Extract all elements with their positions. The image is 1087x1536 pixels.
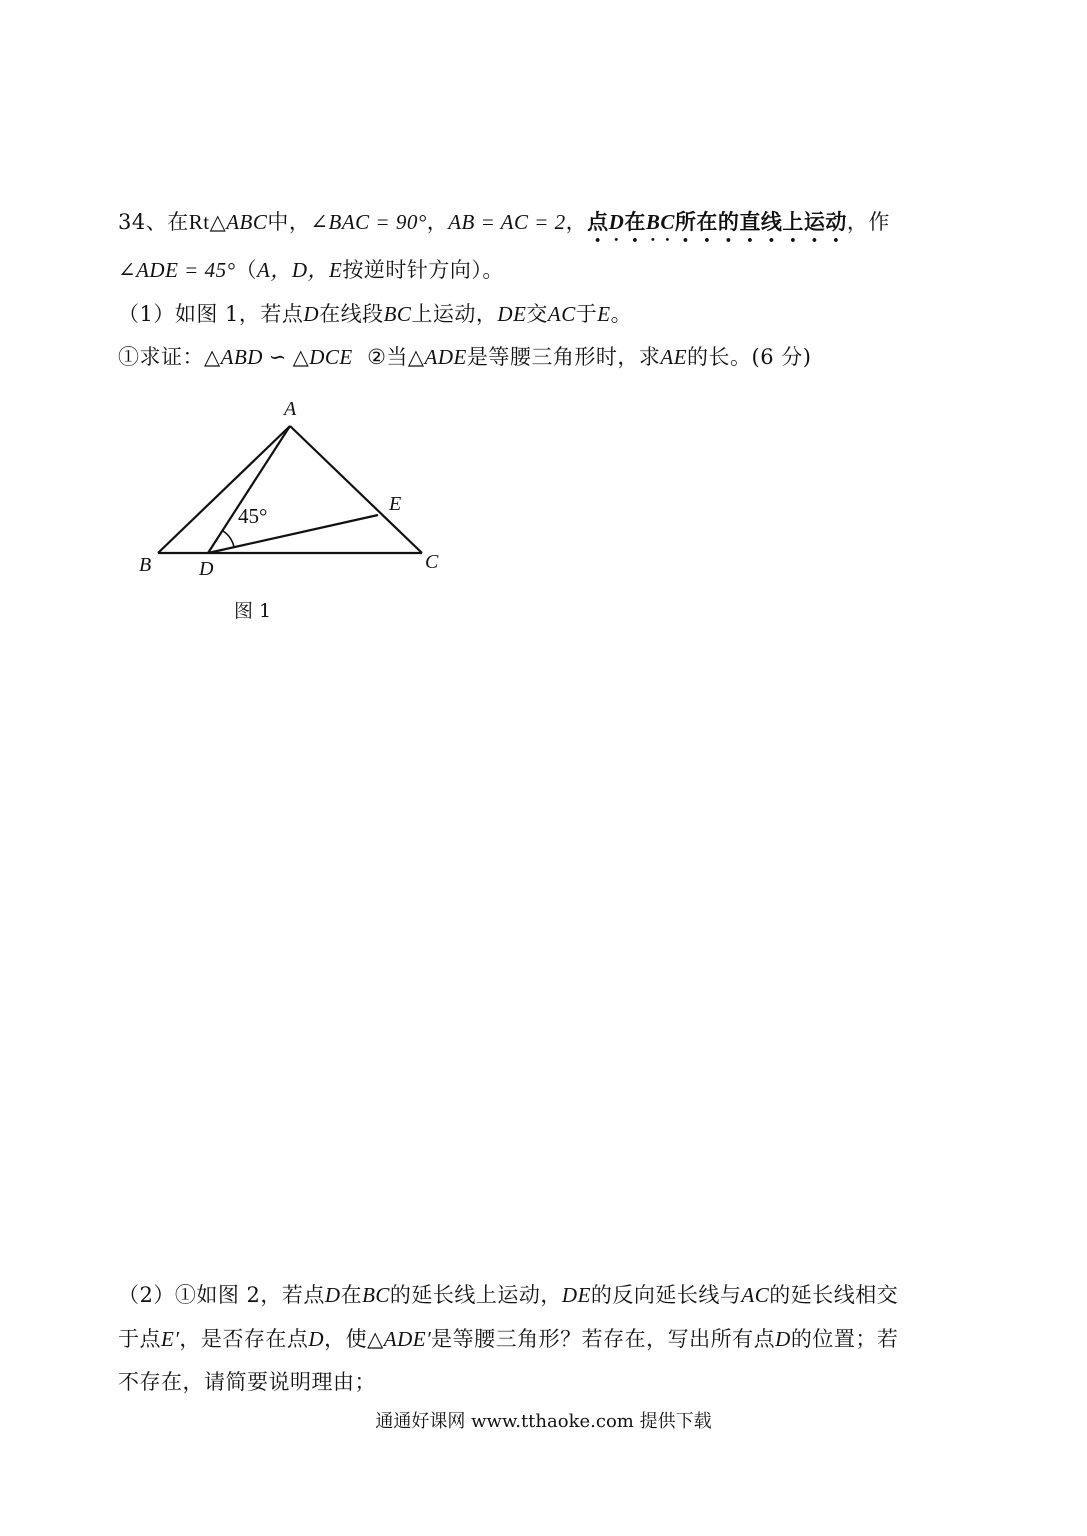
condition-angle-ade: ∠ADE = 45°: [118, 258, 236, 282]
label-b: B: [139, 554, 152, 576]
angle-arc: [223, 531, 234, 547]
part1-statement: （1）如图 1，若点D在线段BC上运动，DE交AC于E。: [118, 302, 633, 326]
figure-1-caption: 图 1: [234, 600, 272, 622]
segment-de: [208, 515, 378, 553]
figure-1-diagram: [130, 395, 460, 635]
problem-number: 34、: [118, 210, 168, 234]
condition-angle-bac: ∠BAC = 90°: [310, 210, 427, 234]
problem-intro-line-2: ∠ADE = 45°（A，D，E按逆时针方向）。: [118, 258, 504, 282]
part2-line-1: （2）①如图 2，若点D在BC的延长线上运动，DE的反向延长线与AC的延长线相交: [118, 1283, 899, 1307]
label-c: C: [425, 551, 439, 573]
page-footer: 通通好课网 www.tthaoke.com 提供下载: [375, 1411, 712, 1432]
condition-ab-ac: AB = AC = 2: [448, 210, 566, 234]
part1-questions: ①求证：△ABD ∽ △DCE ②当△ADE是等腰三角形时，求AE的长。(6 分): [118, 345, 812, 369]
similarity-statement: △ABD ∽ △DCE: [204, 345, 353, 369]
segment-ac: [290, 426, 422, 553]
part2-line-3: 不存在，请简要说明理由；: [118, 1370, 376, 1394]
label-e: E: [389, 493, 402, 515]
label-a: A: [284, 398, 297, 420]
emphasized-condition: 点D在BC所在的直线上运动: [587, 209, 847, 234]
segment-ab: [158, 426, 290, 553]
triangle-abc: △ABC: [209, 210, 268, 234]
segment-ad: [208, 426, 290, 553]
problem-intro-line-1: 34、在Rt△ABC中，∠BAC = 90°，AB = AC = 2，点D在BC所在的直线上运动，作: [118, 209, 890, 234]
angle-label: 45°: [238, 504, 268, 528]
part2-line-2: 于点E′，是否存在点D，使△ADE′是等腰三角形？若存在，写出所有点D的位置；若: [118, 1327, 899, 1351]
label-d: D: [199, 558, 214, 580]
